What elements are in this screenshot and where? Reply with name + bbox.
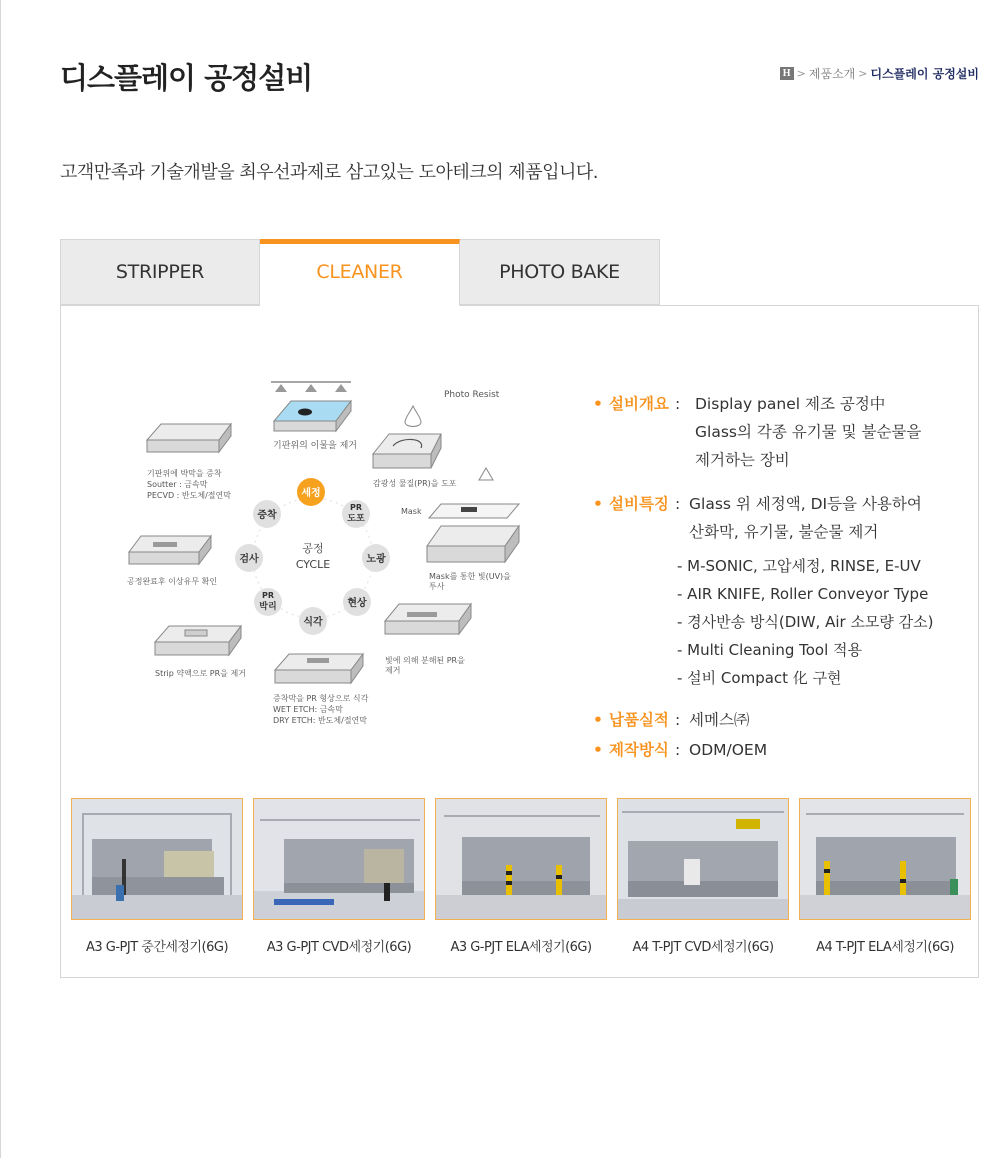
note-etch-1: 증착막을 PR 형상으로 식각 (273, 694, 369, 703)
tab-photo-bake[interactable]: PHOTO BAKE (460, 239, 660, 305)
etch-illustration (273, 654, 369, 725)
note-wash: 기판위의 이물을 제거 (273, 441, 357, 451)
intro-text: 고객만족과 기술개발을 최우선과제로 삼고있는 도아테크의 제품입니다. (60, 162, 598, 183)
cycle-ring (235, 478, 390, 635)
gallery-item[interactable] (253, 798, 425, 955)
spec-list (593, 390, 973, 772)
gallery-caption: A4 T-PJT ELA세정기(6G) (816, 940, 954, 955)
bullet-icon: • (593, 495, 603, 513)
step-pr-coat-1: PR (349, 503, 363, 512)
cycle-center-2: CYCLE (295, 558, 331, 571)
spec-delivery-value: 세메스㈜ (689, 711, 750, 729)
feature-item: - 설비 Compact 化 구현 (677, 669, 842, 687)
spec-method: • 제작방식 : ODM/OEM (593, 736, 973, 764)
gallery-caption: A3 G-PJT ELA세정기(6G) (450, 940, 592, 955)
feature-item: - AIR KNIFE, Roller Conveyor Type (677, 585, 929, 603)
spec-method-value: ODM/OEM (689, 741, 768, 759)
step-pr-coat-2: 도포 (347, 514, 365, 524)
step-expose: 노광 (366, 554, 386, 565)
step-etch: 식각 (303, 617, 323, 628)
spec-overview: • 설비개요 : Display panel 제조 공정中 Glass의 각종 유기물 및 불순물을 제거하는 장비 (593, 390, 973, 474)
note-expose-2: 투사 (429, 582, 445, 591)
breadcrumb (780, 65, 979, 82)
note-coat: 감광성 물질(PR)을 도포 (373, 479, 457, 488)
spec-delivery: • 납품실적 : 세메스㈜ (593, 706, 973, 734)
note-deposit-1: 기판위에 박막을 증착 (147, 469, 222, 478)
left-border (0, 0, 1, 1158)
tab-stripper[interactable]: STRIPPER (60, 239, 260, 305)
cycle-center-1: 공정 (302, 542, 324, 555)
gallery-caption: A3 G-PJT CVD세정기(6G) (266, 940, 412, 955)
spec-features-line: Glass 위 세정액, DI등을 사용하여 (689, 495, 922, 513)
equipment-photo[interactable] (71, 798, 243, 920)
equipment-photo[interactable] (253, 798, 425, 920)
inspect-illustration (127, 536, 217, 586)
home-icon[interactable]: H (780, 67, 794, 80)
feature-item: - Multi Cleaning Tool 적용 (677, 641, 863, 659)
page-title: 디스플레이 공정설비 (60, 61, 313, 95)
breadcrumb-item-products[interactable]: 제품소개 (808, 67, 856, 81)
note-develop-1: 빛에 의해 분해된 PR을 (385, 656, 465, 665)
note-strip: Strip 약액으로 PR을 제거 (155, 669, 246, 678)
gallery-item[interactable] (435, 798, 607, 955)
deposit-illustration (147, 424, 231, 500)
gallery-caption: A4 T-PJT CVD세정기(6G) (632, 940, 774, 955)
equipment-photo[interactable] (799, 798, 971, 920)
step-inspect: 검사 (239, 554, 259, 565)
note-inspect: 공정완료후 이상유무 확인 (127, 577, 218, 586)
strip-illustration (155, 626, 246, 678)
note-expose-1: Mask를 통한 빛(UV)을 (429, 572, 511, 581)
tab-bar (60, 239, 660, 306)
step-wash: 세정 (301, 488, 321, 499)
breadcrumb-separator: > (796, 67, 806, 80)
note-photo-resist: Photo Resist (444, 390, 500, 400)
step-develop: 현상 (347, 598, 367, 609)
spec-delivery-label: 납품실적 (609, 711, 669, 729)
spec-overview-line: Glass의 각종 유기물 및 불순물을 (695, 423, 922, 441)
process-cycle-diagram (127, 376, 541, 736)
gallery-caption: A3 G-PJT 중간세정기(6G) (85, 940, 229, 955)
gallery-item[interactable] (799, 798, 971, 955)
feature-item: - M-SONIC, 고압세정, RINSE, E-UV (677, 557, 921, 575)
spec-features: • 설비특징 : Glass 위 세정액, DI등을 사용하여 산화막, 유기물, 불순물 제거 (593, 490, 973, 546)
develop-illustration (385, 604, 471, 675)
gallery-item[interactable] (71, 798, 243, 955)
spec-overview-label: 설비개요 (609, 395, 669, 413)
equipment-photo[interactable] (435, 798, 607, 920)
bullet-icon: • (593, 395, 603, 413)
step-deposit: 증착 (257, 510, 277, 521)
breadcrumb-current: 디스플레이 공정설비 (870, 67, 979, 81)
feature-item: - 경사반송 방식(DIW, Air 소모량 감소) (677, 613, 934, 631)
gallery-item[interactable] (617, 798, 789, 955)
spec-method-label: 제작방식 (609, 741, 669, 759)
breadcrumb-separator: > (858, 67, 868, 80)
equipment-photo[interactable] (617, 798, 789, 920)
tab-cleaner[interactable]: CLEANER (260, 239, 460, 306)
note-deposit-2: Soutter : 금속막 (147, 480, 208, 489)
note-mask: Mask (401, 507, 422, 516)
note-deposit-3: PECVD : 반도체/절연막 (147, 491, 231, 500)
note-develop-2: 제거 (385, 666, 401, 675)
bullet-icon: • (593, 711, 603, 729)
spec-overview-line: Display panel 제조 공정中 (695, 395, 886, 413)
spec-features-label: 설비특징 (609, 495, 669, 513)
note-etch-3: DRY ETCH: 반도체/절연막 (273, 716, 368, 725)
step-pr-strip-1: PR (261, 591, 275, 600)
tab-panel (60, 305, 979, 978)
wash-illustration (271, 382, 357, 451)
coat-illustration (373, 390, 500, 488)
spec-features-sublist (677, 552, 973, 692)
step-pr-strip-2: 박리 (259, 602, 277, 612)
bullet-icon: • (593, 741, 603, 759)
equipment-gallery (71, 798, 971, 955)
spec-overview-line: 제거하는 장비 (695, 451, 790, 469)
note-etch-2: WET ETCH: 금속막 (273, 705, 343, 714)
spec-features-line: 산화막, 유기물, 불순물 제거 (689, 523, 879, 541)
